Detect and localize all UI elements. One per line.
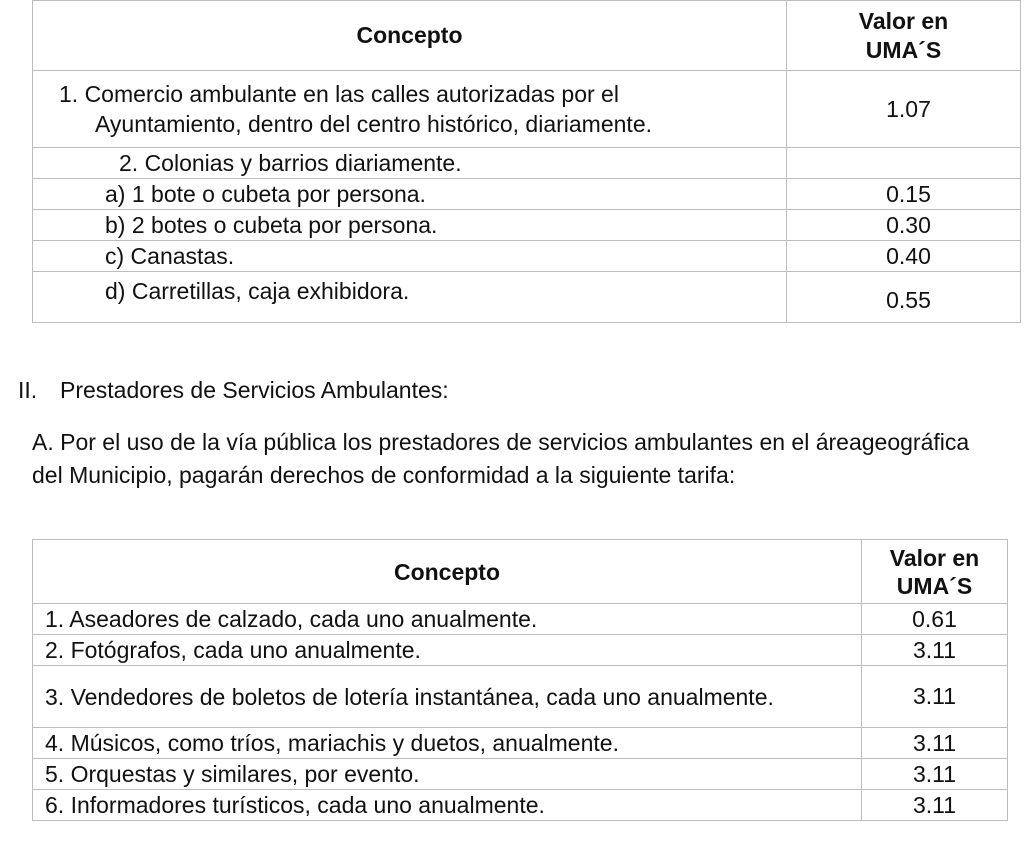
value-cell: 3.11 <box>862 666 1008 728</box>
table-row <box>33 728 1008 759</box>
column-header-value <box>862 540 1008 604</box>
concept-cell <box>33 71 787 148</box>
table-row <box>33 210 1021 241</box>
section-numeral: II. <box>18 377 38 403</box>
column-header-concept: Concepto <box>33 540 862 604</box>
table-row <box>33 241 1021 272</box>
concept-cell: 4. Músicos, como tríos, mariachis y duetos, anualmente. <box>33 728 862 759</box>
concept-cell: b) 2 botes o cubeta por persona. <box>33 210 787 241</box>
concept-cell: 5. Orquestas y similares, por evento. <box>33 759 862 790</box>
value-cell: 3.11 <box>862 790 1008 821</box>
tariff-table-service-providers <box>32 539 1008 821</box>
concept-cell: 3. Vendedores de boletos de lotería instantánea, cada uno anualmente. <box>33 666 862 728</box>
section-heading <box>18 377 449 404</box>
value-cell: 1.07 <box>787 71 1021 148</box>
concept-cell: 1. Aseadores de calzado, cada uno anualmente. <box>33 604 862 635</box>
section-title: Prestadores de Servicios Ambulantes: <box>60 377 449 403</box>
column-header-value <box>787 1 1021 71</box>
concept-cell: 6. Informadores turísticos, cada uno anualmente. <box>33 790 862 821</box>
concept-cell: a) 1 bote o cubeta por persona. <box>33 179 787 210</box>
table-row <box>33 790 1008 821</box>
concept-line1: 1. Comercio ambulante en las calles autorizadas por el <box>59 81 619 107</box>
table-row <box>33 148 1021 179</box>
concept-cell: 2. Fotógrafos, cada uno anualmente. <box>33 635 862 666</box>
value-cell: 0.61 <box>862 604 1008 635</box>
table-header-row <box>33 540 1008 604</box>
table-header-row <box>33 1 1021 71</box>
table-row <box>33 604 1008 635</box>
tariff-table-street-vendors <box>32 0 1021 323</box>
column-header-value-line1: Valor en <box>889 544 980 571</box>
value-cell: 3.11 <box>862 635 1008 666</box>
concept-line2: Ayuntamiento, dentro del centro histórico, diariamente. <box>95 111 652 137</box>
column-header-value-line2: UMA´S <box>896 572 973 599</box>
table-row <box>33 759 1008 790</box>
table-row <box>33 71 1021 148</box>
value-cell: 0.15 <box>787 179 1021 210</box>
section-paragraph: A. Por el uso de la vía pública los prestadores de servicios ambulantes en el áreageográfica del Municipio, pagarán derechos de conformidad a la siguiente tarifa: <box>32 429 970 488</box>
table-row <box>33 666 1008 728</box>
value-cell: 3.11 <box>862 728 1008 759</box>
table-row <box>33 179 1021 210</box>
value-cell: 0.40 <box>787 241 1021 272</box>
concept-cell: c) Canastas. <box>33 241 787 272</box>
concept-cell: 2. Colonias y barrios diariamente. <box>33 148 787 179</box>
value-cell <box>787 148 1021 179</box>
value-cell: 0.55 <box>787 272 1021 323</box>
table-row <box>33 272 1021 323</box>
column-header-value-line1: Valor en <box>858 7 949 34</box>
value-cell: 3.11 <box>862 759 1008 790</box>
concept-cell: d) Carretillas, caja exhibidora. <box>33 272 787 323</box>
column-header-value-line2: UMA´S <box>865 36 942 63</box>
table-row <box>33 635 1008 666</box>
value-cell: 0.30 <box>787 210 1021 241</box>
column-header-concept: Concepto <box>33 1 787 71</box>
